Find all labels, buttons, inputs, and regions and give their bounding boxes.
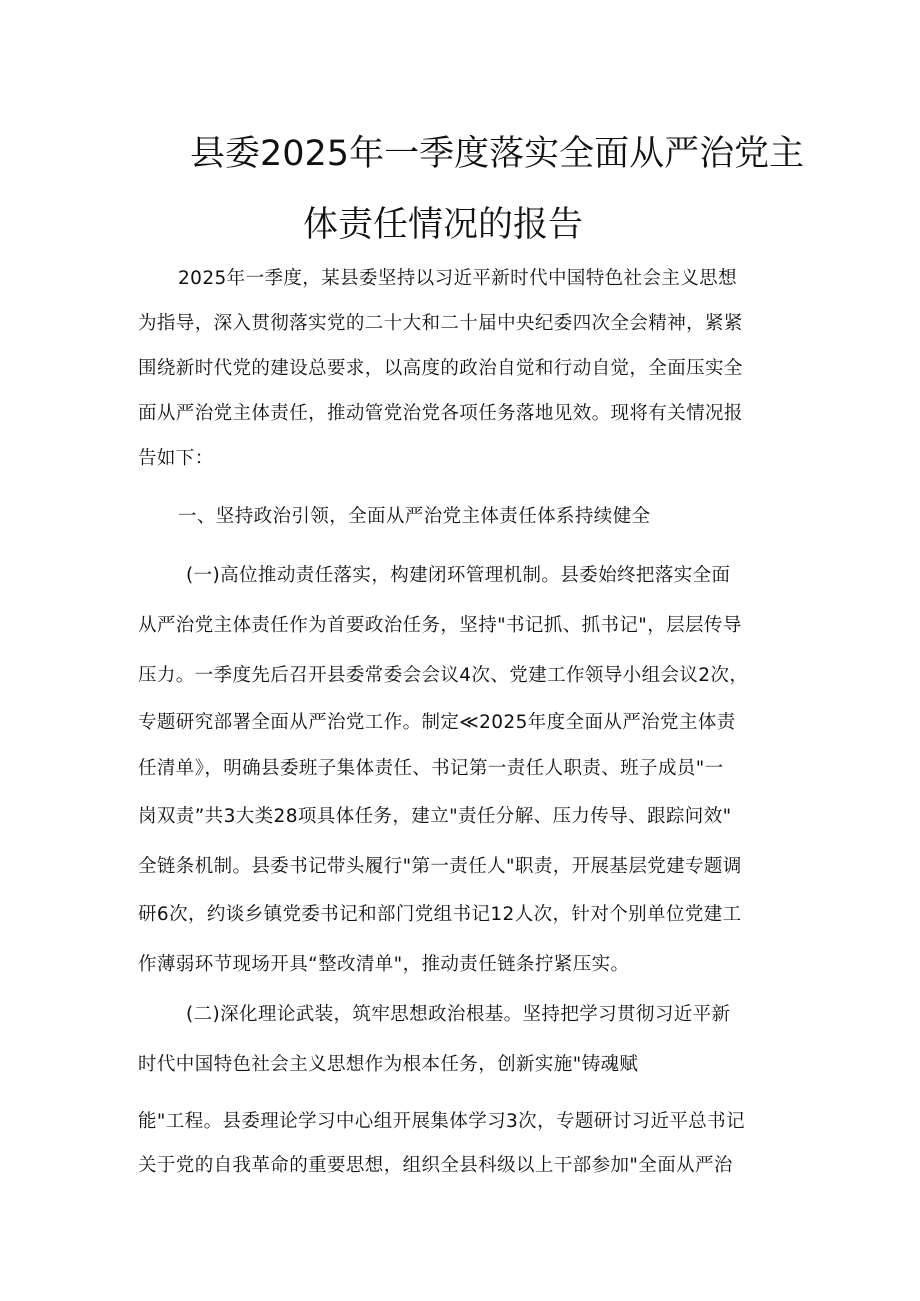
body-line: 围绕新时代党的建设总要求，以高度的政治自觉和行动自觉，全面压实全 (138, 358, 743, 379)
body-line: 作薄弱环节现场开具“整改清单"，推动责任链条拧紧压实。 (138, 954, 630, 975)
subsection-heading-line: (一)高位推动责任落实，构建闭环管理机制。县委始终把落实全面 (186, 565, 731, 586)
body-line: 专题研究部署全面从严治党工作。制定≪2025年度全面从严治党主体责 (138, 712, 736, 733)
section-heading: 一、坚持政治引领，全面从严治党主体责任体系持续健全 (178, 506, 651, 527)
body-line: 关于党的自我革命的重要思想，组织全县科级以上干部参加"全面从严治 (138, 1155, 733, 1176)
document-title-line-1: 县委2025年一季度落实全面从严治党主 (190, 134, 805, 174)
body-line: 压力。一季度先后召开县委常委会会议4次、党建工作领导小组会议2次， (138, 665, 749, 686)
body-line: 从严治党主体责任作为首要政治任务，坚持"书记抓、抓书记"，层层传导 (138, 615, 742, 636)
body-line: 面从严治党主体责任，推动管党治党各项任务落地见效。现将有关情况报 (138, 403, 743, 424)
body-line: 全链条机制。县委书记带头履行"第一责任人"职责，开展基层党建专题调 (138, 856, 742, 877)
body-line: 时代中国特色社会主义思想作为根本任务，创新实施"铸魂赋 (138, 1054, 639, 1075)
body-line: 岗双责”共3大类28项具体任务，建立"责任分解、压力传导、跟踪问效" (138, 806, 732, 827)
subsection-heading-line: (二)深化理论武装，筑牢思想政治根基。坚持把学习贯彻习近平新 (186, 1004, 731, 1025)
body-line: 研6次，约谈乡镇党委书记和部门党组书记12人次，针对个别单位党建工 (138, 904, 742, 925)
body-line: 任清单》，明确县委班子集体责任、书记第一责任人职责、班子成员"一 (138, 758, 724, 779)
body-line: 为指导，深入贯彻落实党的二十大和二十届中央纪委四次全会精神，紧紧 (138, 313, 743, 334)
body-line: 能"工程。县委理论学习中心组开展集体学习3次，专题研讨习近平总书记 (138, 1111, 745, 1132)
document-title-line-2: 体责任情况的报告 (303, 205, 584, 245)
body-line: 告如下： (138, 448, 214, 469)
body-line: 2025年一季度，某县委坚持以习近平新时代中国特色社会主义思想 (178, 268, 737, 289)
